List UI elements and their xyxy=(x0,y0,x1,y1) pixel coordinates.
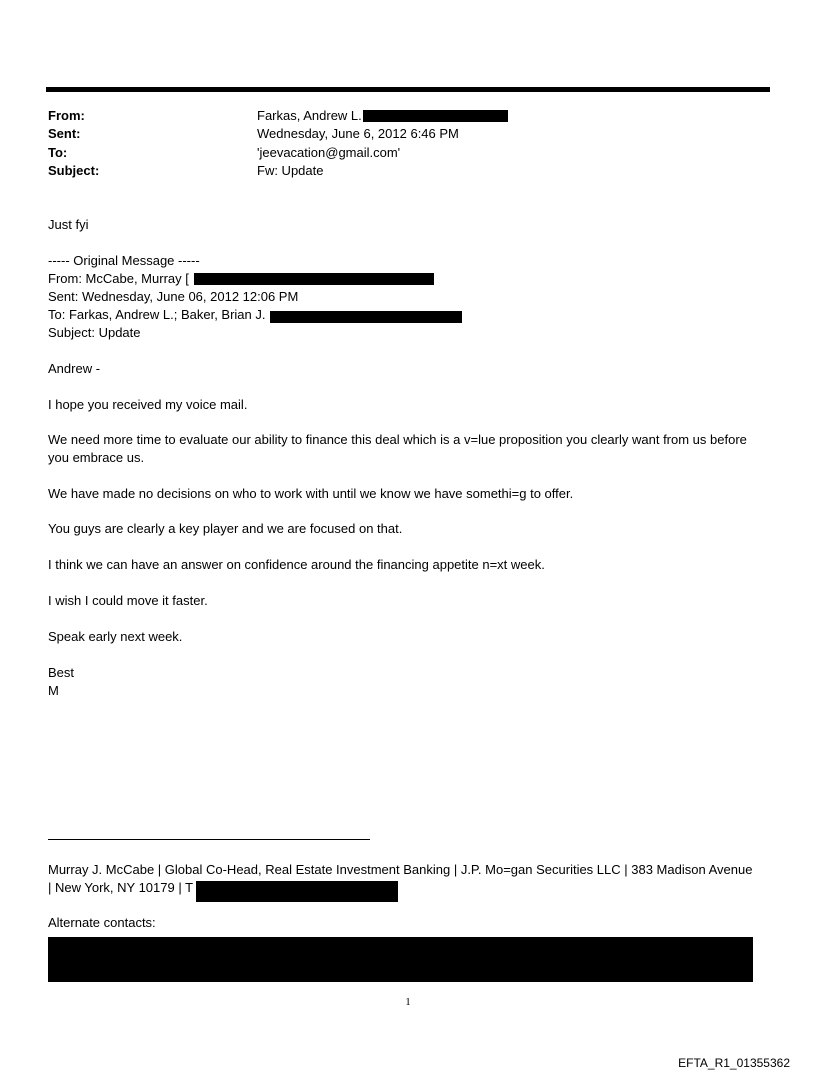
signoff-initial: M xyxy=(48,683,59,698)
paragraph: Speak early next week. xyxy=(48,629,183,644)
signature-rule xyxy=(48,839,370,840)
paragraph: We have made no decisions on who to work with until we know we have somethi=g to offer. xyxy=(48,486,574,501)
original-to: To: Farkas, Andrew L.; Baker, Brian J. xyxy=(48,307,266,322)
document-id: EFTA_R1_01355362 xyxy=(678,1056,790,1070)
sent-value: Wednesday, June 6, 2012 6:46 PM xyxy=(257,126,459,141)
from-label: From: xyxy=(48,108,85,123)
redaction-block xyxy=(48,937,753,982)
subject-label: Subject: xyxy=(48,163,100,178)
greeting: Andrew - xyxy=(48,361,101,376)
redaction-bar xyxy=(194,273,434,285)
paragraph: You guys are clearly a key player and we are focused on that. xyxy=(48,521,403,536)
original-from: From: McCabe, Murray [ xyxy=(48,271,189,286)
original-sent: Sent: Wednesday, June 06, 2012 12:06 PM xyxy=(48,289,299,304)
redaction-bar xyxy=(363,110,508,122)
header-rule xyxy=(46,87,770,92)
paragraph: I hope you received my voice mail. xyxy=(48,397,248,412)
closing: Best xyxy=(48,665,75,680)
original-subject: Subject: Update xyxy=(48,325,141,340)
paragraph: I wish I could move it faster. xyxy=(48,593,208,608)
sent-label: Sent: xyxy=(48,126,81,141)
alternate-contacts-label: Alternate contacts: xyxy=(48,915,156,930)
body-intro: Just fyi xyxy=(48,217,89,232)
paragraph: I think we can have an answer on confidence around the financing appetite n=xt week. xyxy=(48,557,545,572)
paragraph: We need more time to evaluate our ability to finance this deal which is a v=lue proposition you clearly want from us before you embrace us. xyxy=(48,432,747,465)
redaction-bar xyxy=(270,311,462,323)
subject-value: Fw: Update xyxy=(257,163,324,178)
to-value: 'jeevacation@gmail.com' xyxy=(257,145,401,160)
signature-line-2: | New York, NY 10179 | T xyxy=(48,880,194,895)
signature-line-1: Murray J. McCabe | Global Co-Head, Real Estate Investment Banking | J.P. Mo=gan Securities LLC | 383 Madison Avenue xyxy=(48,862,753,877)
page-number: 1 xyxy=(405,996,411,1008)
original-separator: ----- Original Message ----- xyxy=(48,253,200,268)
from-value: Farkas, Andrew L. xyxy=(257,108,362,123)
redaction-bar xyxy=(196,881,398,902)
to-label: To: xyxy=(48,145,68,160)
